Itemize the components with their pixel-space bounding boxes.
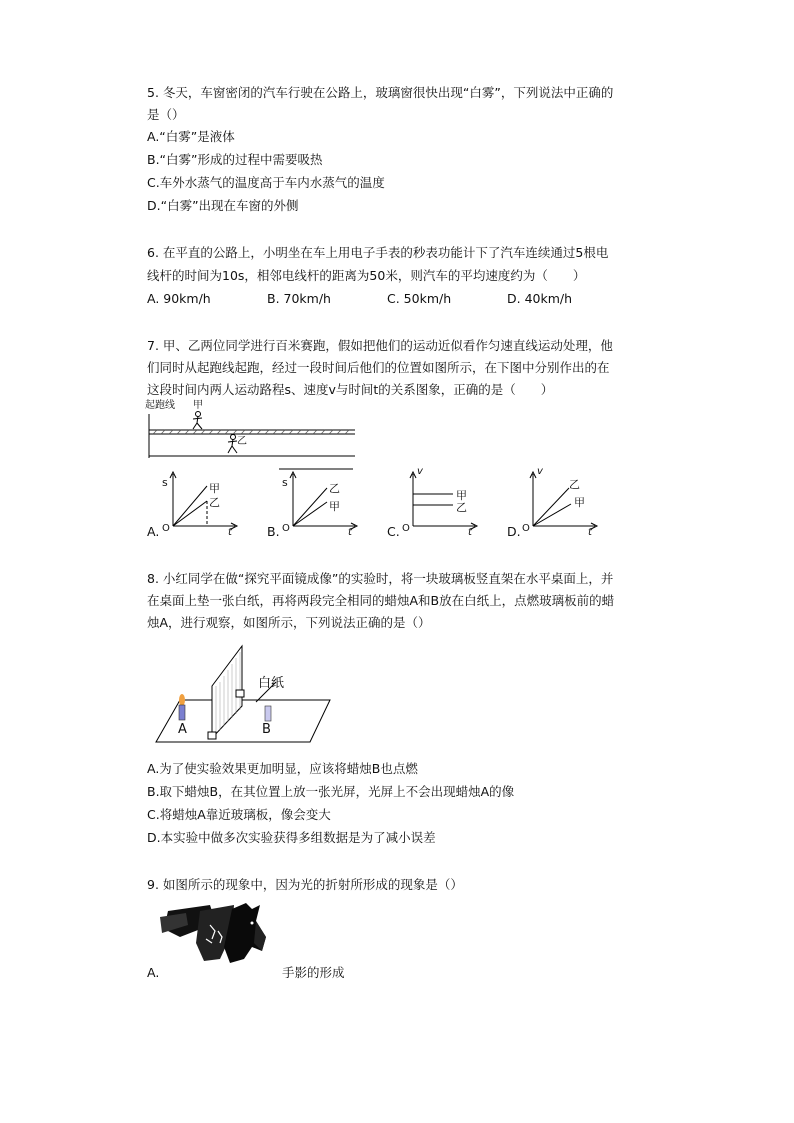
graph-b-line-1: 乙: [329, 482, 340, 495]
graph-d-y-axis: v: [537, 466, 543, 477]
q6-stem-line-2: 线杆的时间为10s，相邻电线杆的距离为50米，则汽车的平均速度约为（ ）: [147, 268, 586, 283]
q7-track-figure: [145, 396, 360, 460]
graph-b-origin: O: [282, 523, 290, 534]
graph-a-line-2: 乙: [209, 496, 220, 509]
graph-d-option: D.: [507, 524, 521, 539]
candle-a-label: A: [178, 722, 187, 737]
q9-stem: 9. 如图所示的现象中，因为光的折射所形成的现象是（）: [147, 877, 463, 892]
runner-b-icon: [228, 435, 237, 454]
graph-b-line-2: 甲: [329, 500, 340, 513]
q7-stem-line-3: 这段时间内两人运动路程s、速度v与时间t的关系图象，正确的是（ ）: [147, 382, 554, 397]
q8-option-a: A.为了使实验效果更加明显，应该将蜡烛B也点燃: [147, 761, 418, 776]
graph-b-y-axis: s: [282, 476, 288, 489]
graph-a-line-1: 甲: [209, 482, 220, 495]
runner-b-label: 乙: [237, 436, 247, 447]
graph-c-x-axis: t: [468, 527, 472, 538]
q6-option-c: C. 50km/h: [387, 291, 452, 306]
q8-option-c: C.将蜡烛A靠近玻璃板，像会变大: [147, 807, 331, 822]
q5-option-b: B.“白雾”形成的过程中需要吸热: [147, 152, 323, 167]
start-line-label: 起跑线: [145, 400, 175, 411]
q7-stem-line-1: 7. 甲、乙两位同学进行百米赛跑，假如把他们的运动近似看作匀速直线运动处理，他: [147, 338, 613, 353]
graph-d-origin: O: [522, 523, 530, 534]
graph-d-line-1: 乙: [569, 478, 580, 491]
q5-stem-line-2: 是（）: [147, 107, 185, 122]
hand-shadow-image: [160, 903, 280, 975]
q6-stem-line-1: 6. 在平直的公路上，小明坐在车上用电子手表的秒表功能计下了汽车连续通过5根电: [147, 245, 609, 260]
q7-graph-c: [385, 468, 485, 540]
graph-d-x-axis: t: [588, 527, 592, 538]
q6-option-a: A. 90km/h: [147, 291, 211, 306]
q7-graph-b: [265, 468, 365, 540]
q5-stem-line-1: 5. 冬天，车窗密闭的汽车行驶在公路上，玻璃窗很快出现“白雾”，下列说法中正确的: [147, 85, 614, 100]
graph-d-line-2: 甲: [574, 496, 585, 509]
graph-c-origin: O: [402, 523, 410, 534]
q7-graph-d: [505, 468, 605, 540]
q5-option-c: C.车外水蒸气的温度高于车内水蒸气的温度: [147, 175, 385, 190]
graph-b-x-axis: t: [348, 527, 352, 538]
graph-a-x-axis: t: [228, 527, 232, 538]
runner-a-label: 甲: [193, 400, 203, 411]
q7-stem-line-2: 们同时从起跑线起跑，经过一段时间后他们的位置如图所示，在下图中分别作出的在: [147, 360, 610, 375]
q7-graph-a: [145, 468, 245, 540]
graph-a-origin: O: [162, 523, 170, 534]
q6-option-b: B. 70km/h: [267, 291, 331, 306]
q8-option-d: D.本实验中做多次实验获得多组数据是为了减小误差: [147, 830, 436, 845]
graph-c-line-1: 甲: [456, 489, 467, 502]
q5-option-d: D.“白雾”出现在车窗的外侧: [147, 198, 299, 213]
paper-label: 白纸: [258, 676, 285, 691]
q8-stem-line-2: 在桌面上垫一张白纸，再将两段完全相同的蜡烛A和B放在白纸上，点燃玻璃板前的蜡: [147, 593, 615, 608]
q9-option-a-text: 手影的形成: [282, 965, 345, 980]
candle-a-icon: [179, 694, 185, 720]
q6-option-d: D. 40km/h: [507, 291, 573, 306]
q5-option-a: A.“白雾”是液体: [147, 129, 235, 144]
runner-a-icon: [193, 412, 202, 430]
q9-option-a-letter: A.: [147, 965, 160, 980]
candle-b-label: B: [262, 722, 271, 737]
graph-a-option: A.: [147, 524, 160, 539]
q6-options: [147, 290, 667, 308]
graph-c-line-2: 乙: [456, 501, 467, 514]
candle-b-icon: [265, 706, 271, 721]
q8-mirror-figure: [150, 642, 340, 748]
graph-c-y-axis: v: [417, 466, 423, 477]
graph-b-option: B.: [267, 524, 280, 539]
q8-option-b: B.取下蜡烛B，在其位置上放一张光屏，光屏上不会出现蜡烛A的像: [147, 784, 515, 799]
graph-c-option: C.: [387, 524, 400, 539]
graph-a-y-axis: s: [162, 476, 168, 489]
q8-stem-line-3: 烛A，进行观察，如图所示，下列说法正确的是（）: [147, 615, 431, 630]
q8-stem-line-1: 8. 小红同学在做“探究平面镜成像”的实验时，将一块玻璃板竖直架在水平桌面上，并: [147, 571, 614, 586]
